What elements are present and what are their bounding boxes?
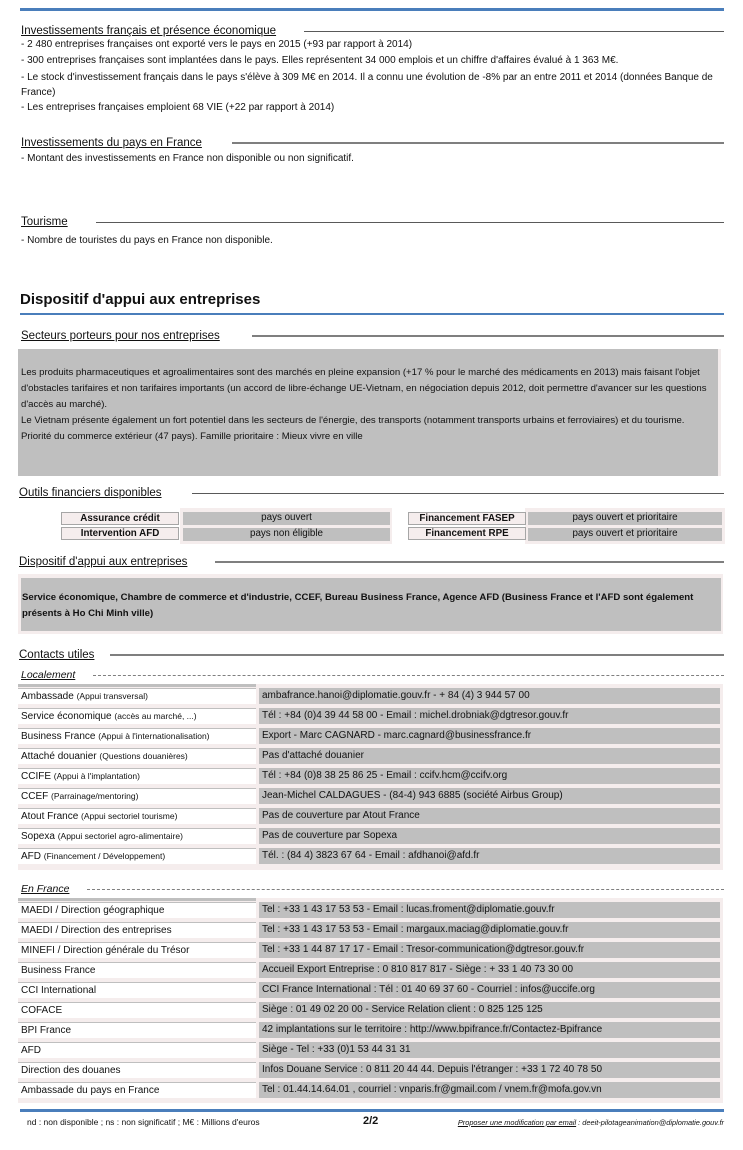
- contact-role: (Appui à l'implantation): [53, 771, 140, 781]
- contact-org: CCEF: [21, 791, 49, 802]
- footer-rule: [20, 1109, 724, 1112]
- contact-org: Sopexa: [21, 831, 55, 842]
- contact-name: [18, 688, 256, 704]
- section-rule: [96, 222, 724, 223]
- contact-name: [18, 728, 256, 744]
- contact-org: Service économique: [21, 711, 112, 722]
- table-row: [18, 786, 723, 803]
- tool-key-intervention-afd: Intervention AFD: [61, 527, 179, 540]
- table-row: [18, 806, 723, 823]
- list-item: - Les entreprises françaises emploient 68 VIE (+22 par rapport à 2014): [21, 101, 335, 113]
- contact-org: Attaché douanier: [21, 751, 97, 762]
- section-header-investissements-francais: [21, 24, 724, 38]
- contact-org: Ambassade: [21, 691, 74, 702]
- contact-value: Pas de couverture par Atout France: [259, 808, 720, 824]
- contact-role: (Appui sectoriel agro-alimentaire): [57, 831, 183, 841]
- table-row: [18, 1020, 723, 1037]
- contact-value: Jean-Michel CALDAGUES - (84-4) 943 6885 (société Airbus Group): [259, 788, 720, 804]
- contact-name: [18, 748, 256, 764]
- table-row: [18, 960, 723, 977]
- tool-value: pays non éligible: [183, 528, 390, 541]
- contact-value: Tel : +33 1 43 17 53 53 - Email : lucas.froment@diplomatie.gouv.fr: [259, 902, 720, 918]
- section-header-tourisme: [21, 215, 724, 229]
- appui-text: Service économique, Chambre de commerce et d'industrie, CCEF, Bureau Business France, Agence AFD (Business France et l'AFD sont également présents à Ho Chi Minh ville): [22, 592, 694, 619]
- table-row: [18, 726, 723, 743]
- section-rule: [192, 493, 724, 494]
- propose-modification-link[interactable]: Proposer une modification par email: [457, 1118, 577, 1127]
- section-header-secteurs: [21, 329, 724, 343]
- contact-value: Tel : 01.44.14.64.01 , courriel : vnparis.fr@gmail.com / vnem.fr@mofa.gov.vn: [259, 1082, 720, 1098]
- contact-name: [18, 788, 256, 804]
- contact-name: [18, 708, 256, 724]
- table-row: [18, 766, 723, 783]
- secteurs-paragraph: Le Vietnam présente également un fort potentiel dans les secteurs de l'énergie, des transports (notamment transports urbains et ferroviaires) et du tourisme.: [21, 415, 685, 426]
- subsection-rule: [93, 675, 724, 676]
- contact-value: Pas de couverture par Sopexa: [259, 828, 720, 844]
- contact-value: Tél : +84 (0)4 39 44 58 00 - Email : michel.drobniak@dgtresor.gouv.fr: [259, 708, 720, 724]
- contact-value: Export - Marc CAGNARD - marc.cagnard@businessfrance.fr: [259, 728, 720, 744]
- contact-value: Infos Douane Service : 0 811 20 44 44. Depuis l'étranger : +33 1 72 40 78 50: [259, 1062, 720, 1078]
- section-rule: [252, 335, 724, 337]
- footer-legend: nd : non disponible ; ns : non significatif ; M€ : Millions d'euros: [27, 1117, 260, 1127]
- contact-name: MAEDI / Direction des entreprises: [18, 922, 256, 938]
- contact-name: AFD: [18, 1042, 256, 1058]
- table-row: [18, 1040, 723, 1057]
- page-title: Dispositif d'appui aux entreprises: [20, 291, 261, 308]
- section-title: Outils financiers disponibles: [19, 487, 162, 499]
- contact-name: [18, 808, 256, 824]
- top-rule: [20, 8, 724, 11]
- contact-role: (Financement / Développement): [43, 851, 166, 861]
- contact-name: Direction des douanes: [18, 1062, 256, 1078]
- table-row: [18, 706, 723, 723]
- section-title: Tourisme: [21, 216, 68, 228]
- contact-value: Pas d'attaché douanier: [259, 748, 720, 764]
- section-rule: [110, 654, 724, 656]
- secteurs-paragraph: Les produits pharmaceutiques et agroalimentaires sont des marchés en pleine expansion (+17 % pour le marché des médicaments en 2013) mais faisant l'objet d'obstacles tarifaires et non tarifaires importants (un accord de libre-échange UE-Vietnam, en négociation depuis 2012, doit permettre d'avancer sur les questions d'accès au marché).: [21, 367, 707, 410]
- propose-modification: [458, 1118, 724, 1127]
- section-rule: [304, 31, 724, 32]
- section-header-dispositif-appui: [19, 555, 724, 569]
- list-item: - Nombre de touristes du pays en France non disponible.: [21, 235, 273, 246]
- section-rule: [232, 142, 724, 144]
- table-row: [18, 686, 723, 703]
- secteurs-box: [18, 349, 721, 476]
- contact-name: Ambassade du pays en France: [18, 1082, 256, 1098]
- list-item: - Le stock d'investissement français dans le pays s'élève à 309 M€ en 2014. Il a connu une évolution de -8% par an entre 2011 et 2014 (données Banque de France): [21, 71, 713, 98]
- tool-key-financement-fasep: Financement FASEP: [408, 512, 526, 525]
- list-item: - 300 entreprises françaises sont implantées dans le pays. Elles représentent 34 000 emplois et un chiffre d'affaires évalué à 1 363 M€.: [21, 55, 619, 67]
- table-row: [18, 826, 723, 843]
- section-title: Investissements du pays en France: [21, 137, 202, 149]
- subsection-rule: [87, 889, 724, 890]
- table-row: [18, 920, 723, 937]
- contact-value: Tél. : (84 4) 3823 67 64 - Email : afdhanoi@afd.fr: [259, 848, 720, 864]
- table-row: [18, 980, 723, 997]
- secteurs-paragraph: Priorité du commerce extérieur (47 pays). Famille prioritaire : Mieux vivre en ville: [21, 431, 363, 442]
- contact-name: [18, 768, 256, 784]
- contact-value: ambafrance.hanoi@diplomatie.gouv.fr - + 84 (4) 3 944 57 00: [259, 688, 720, 704]
- tool-value: pays ouvert et prioritaire: [528, 512, 722, 525]
- title-rule: [20, 313, 724, 315]
- contact-name: [18, 848, 256, 864]
- subsection-title: En France: [21, 883, 70, 895]
- section-title: Contacts utiles: [19, 649, 95, 661]
- contact-name: BPI France: [18, 1022, 256, 1038]
- tool-value: pays ouvert: [183, 512, 390, 525]
- tool-key-assurance-credit: Assurance crédit: [61, 512, 179, 525]
- page-number: 2/2: [363, 1115, 379, 1127]
- contact-role: (accès au marché, ...): [114, 711, 197, 721]
- contact-role: (Appui transversal): [76, 691, 148, 701]
- table-row: [18, 1060, 723, 1077]
- contact-org: Atout France: [21, 811, 79, 822]
- tool-value: pays ouvert et prioritaire: [528, 528, 722, 541]
- contact-role: (Parrainage/mentoring): [51, 791, 139, 801]
- section-header-contacts: [19, 648, 724, 662]
- list-item: - Montant des investissements en France non disponible ou non significatif.: [21, 153, 354, 164]
- investissements-francais-list: [21, 37, 721, 116]
- contact-role: (Appui à l'internationalisation): [98, 731, 210, 741]
- contact-value: Tel : +33 1 43 17 53 53 - Email : margaux.maciag@diplomatie.gouv.fr: [259, 922, 720, 938]
- tool-key-financement-rpe: Financement RPE: [408, 527, 526, 540]
- contact-name: Business France: [18, 962, 256, 978]
- contact-value: Tél : +84 (0)8 38 25 86 25 - Email : ccifv.hcm@ccifv.org: [259, 768, 720, 784]
- contact-value: Siège - Tel : +33 (0)1 53 44 31 31: [259, 1042, 720, 1058]
- contact-name: MAEDI / Direction géographique: [18, 902, 256, 918]
- contact-org: AFD: [21, 851, 41, 862]
- appui-box: [21, 578, 721, 631]
- contact-name: CCI International: [18, 982, 256, 998]
- contact-value: Tel : +33 1 44 87 17 17 - Email : Tresor-communication@dgtresor.gouv.fr: [259, 942, 720, 958]
- contact-value: Siège : 01 49 02 20 00 - Service Relation client : 0 825 125 125: [259, 1002, 720, 1018]
- subsection-title: Localement: [21, 669, 76, 681]
- section-title: Dispositif d'appui aux entreprises: [19, 556, 188, 568]
- table-row: [18, 940, 723, 957]
- investissements-pays-list: [21, 151, 721, 167]
- contact-role: (Questions douanières): [99, 751, 188, 761]
- contact-role: (Appui sectoriel tourisme): [81, 811, 178, 821]
- table-row: [18, 846, 723, 863]
- subsection-header-en-france: [21, 882, 724, 896]
- contact-value: Accueil Export Entreprise : 0 810 817 817 - Siège : + 33 1 40 73 30 00: [259, 962, 720, 978]
- section-title: Investissements français et présence économique: [21, 25, 277, 37]
- section-title: Secteurs porteurs pour nos entreprises: [21, 330, 220, 342]
- section-header-investissements-pays: [21, 136, 724, 150]
- contact-name: COFACE: [18, 1002, 256, 1018]
- contact-name: [18, 828, 256, 844]
- subsection-header-localement: [21, 668, 724, 682]
- contact-value: CCI France International : Tél : 01 40 69 37 60 - Courriel : infos@uccife.org: [259, 982, 720, 998]
- contact-value: 42 implantations sur le territoire : http://www.bpifrance.fr/Contactez-Bpifrance: [259, 1022, 720, 1038]
- table-row: [18, 746, 723, 763]
- propose-email: : deeit-pilotageanimation@diplomatie.gouv.fr: [576, 1118, 724, 1127]
- table-row: [18, 900, 723, 917]
- contact-name: MINEFI / Direction générale du Trésor: [18, 942, 256, 958]
- tourisme-list: [21, 233, 721, 249]
- list-item: - 2 480 entreprises françaises ont exporté vers le pays en 2015 (+93 par rapport à 2014): [21, 39, 413, 50]
- contacts-france-table: [18, 898, 723, 1103]
- table-row: [18, 1000, 723, 1017]
- contact-org: CCIFE: [21, 771, 51, 782]
- contacts-local-table: [18, 684, 723, 870]
- section-rule: [215, 561, 724, 563]
- contact-org: Business France: [21, 731, 96, 742]
- page-footer: [0, 1115, 743, 1129]
- section-header-outils: [19, 486, 724, 500]
- table-row: [18, 1080, 723, 1097]
